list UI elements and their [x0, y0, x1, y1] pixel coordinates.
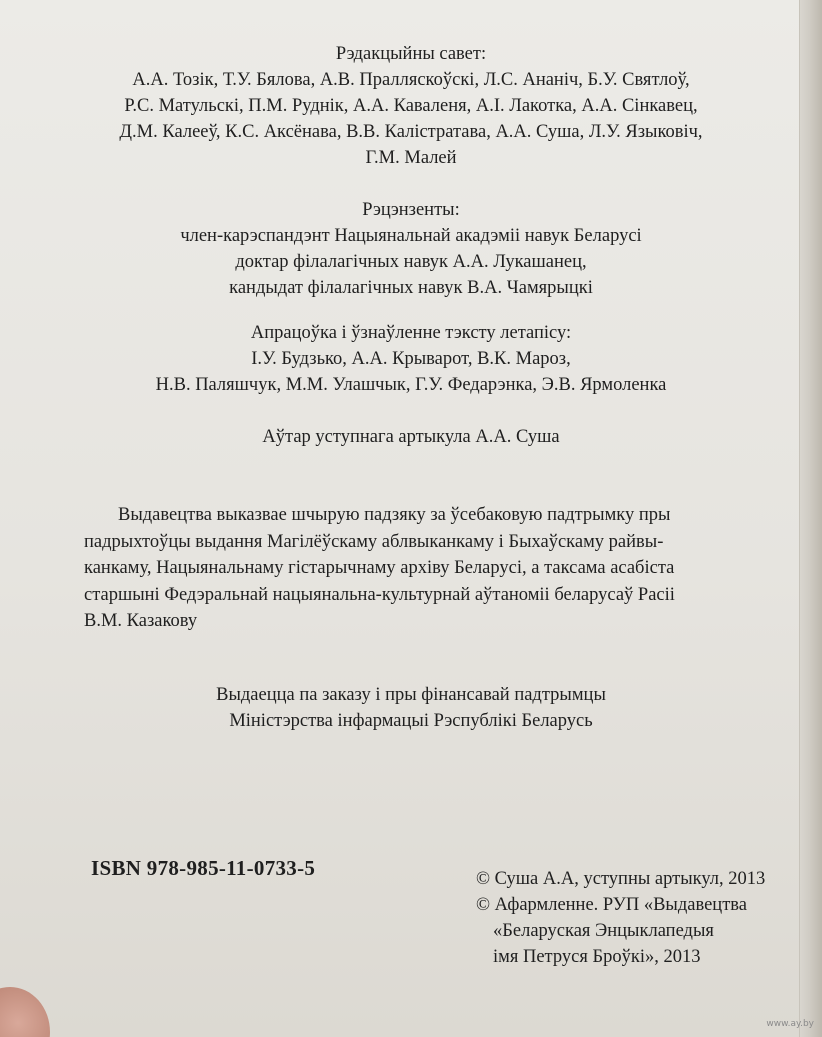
copyright-line: © Суша А.А, уступны артыкул, 2013: [476, 869, 766, 889]
copyright-line: імя Петруся Броўкі», 2013: [493, 947, 701, 967]
thanks-line: канкаму, Нацыянальнаму гістарычнаму архіву Беларусі, а таксама асабіста: [84, 558, 675, 578]
editorial-board-line: Р.С. Матульскі, П.М. Руднік, А.А. Каваленя, А.І. Лакотка, А.А. Сінкавец,: [124, 96, 698, 116]
funding-line: Выдаецца па заказу і пры фінансавай падтрымцы: [216, 685, 606, 705]
thanks-line: В.М. Казакову: [84, 611, 198, 631]
thanks-line: старшыні Федэральнай нацыянальна-культурнай аўтаноміі беларусаў Расіі: [84, 584, 675, 605]
editorial-board-section: [60, 41, 762, 171]
editorial-board-line: Г.М. Малей: [365, 148, 457, 168]
reviewer-line: доктар філалагічных навук А.А. Лукашанец,: [235, 252, 587, 272]
copyright-block: [476, 866, 822, 970]
reviewer-line: кандыдат філалагічных навук В.А. Чамярыцкі: [229, 278, 593, 298]
preparation-section: [60, 320, 762, 398]
preparation-line: І.У. Будзько, А.А. Крыварот, В.К. Мароз,: [251, 349, 571, 369]
copyright-line: © Афармленне. РУП «Выдавецтва: [476, 895, 747, 915]
author-line: Аўтар уступнага артыкула А.А. Суша: [262, 427, 560, 447]
thanks-paragraph: [84, 502, 818, 635]
editorial-board-line: А.А. Тозік, Т.У. Бялова, А.В. Пралляскоўскі, Л.С. Ананіч, Б.У. Святлоў,: [132, 70, 690, 90]
funding-section: [60, 682, 762, 734]
reviewers-section: [60, 197, 762, 301]
thanks-line: падрыхтоўцы выдання Магілёўскаму аблвыканкаму і Быхаўскаму райвы-: [84, 531, 664, 552]
finger-shadow: [0, 987, 50, 1037]
site-watermark: www.ay.by: [766, 1019, 814, 1029]
reviewer-line: член-карэспандэнт Нацыянальнай акадэміі навук Беларусі: [180, 226, 642, 246]
thanks-line: Выдавецтва выказвае шчырую падзяку за ўсебаковую падтрымку пры: [118, 505, 671, 525]
editorial-board-heading: Рэдакцыйны савет:: [335, 44, 487, 64]
reviewers-heading: Рэцэнзенты:: [362, 200, 460, 220]
editorial-board-line: Д.М. Калееў, К.С. Аксёнава, В.В. Калістратава, А.А. Суша, Л.У. Языковіч,: [119, 122, 703, 142]
funding-line: Міністэрства інфармацыі Рэспублікі Беларусь: [229, 711, 593, 731]
author-section: [60, 424, 762, 450]
isbn-number: ISBN 978-985-11-0733-5: [91, 856, 316, 880]
preparation-line: Н.В. Паляшчук, М.М. Улашчык, Г.У. Федарэнка, Э.В. Ярмоленка: [155, 375, 667, 395]
preparation-heading: Апрацоўка і ўзнаўленне тэксту летапісу:: [250, 323, 572, 343]
copyright-line: «Беларуская Энцыклапедыя: [493, 921, 714, 941]
